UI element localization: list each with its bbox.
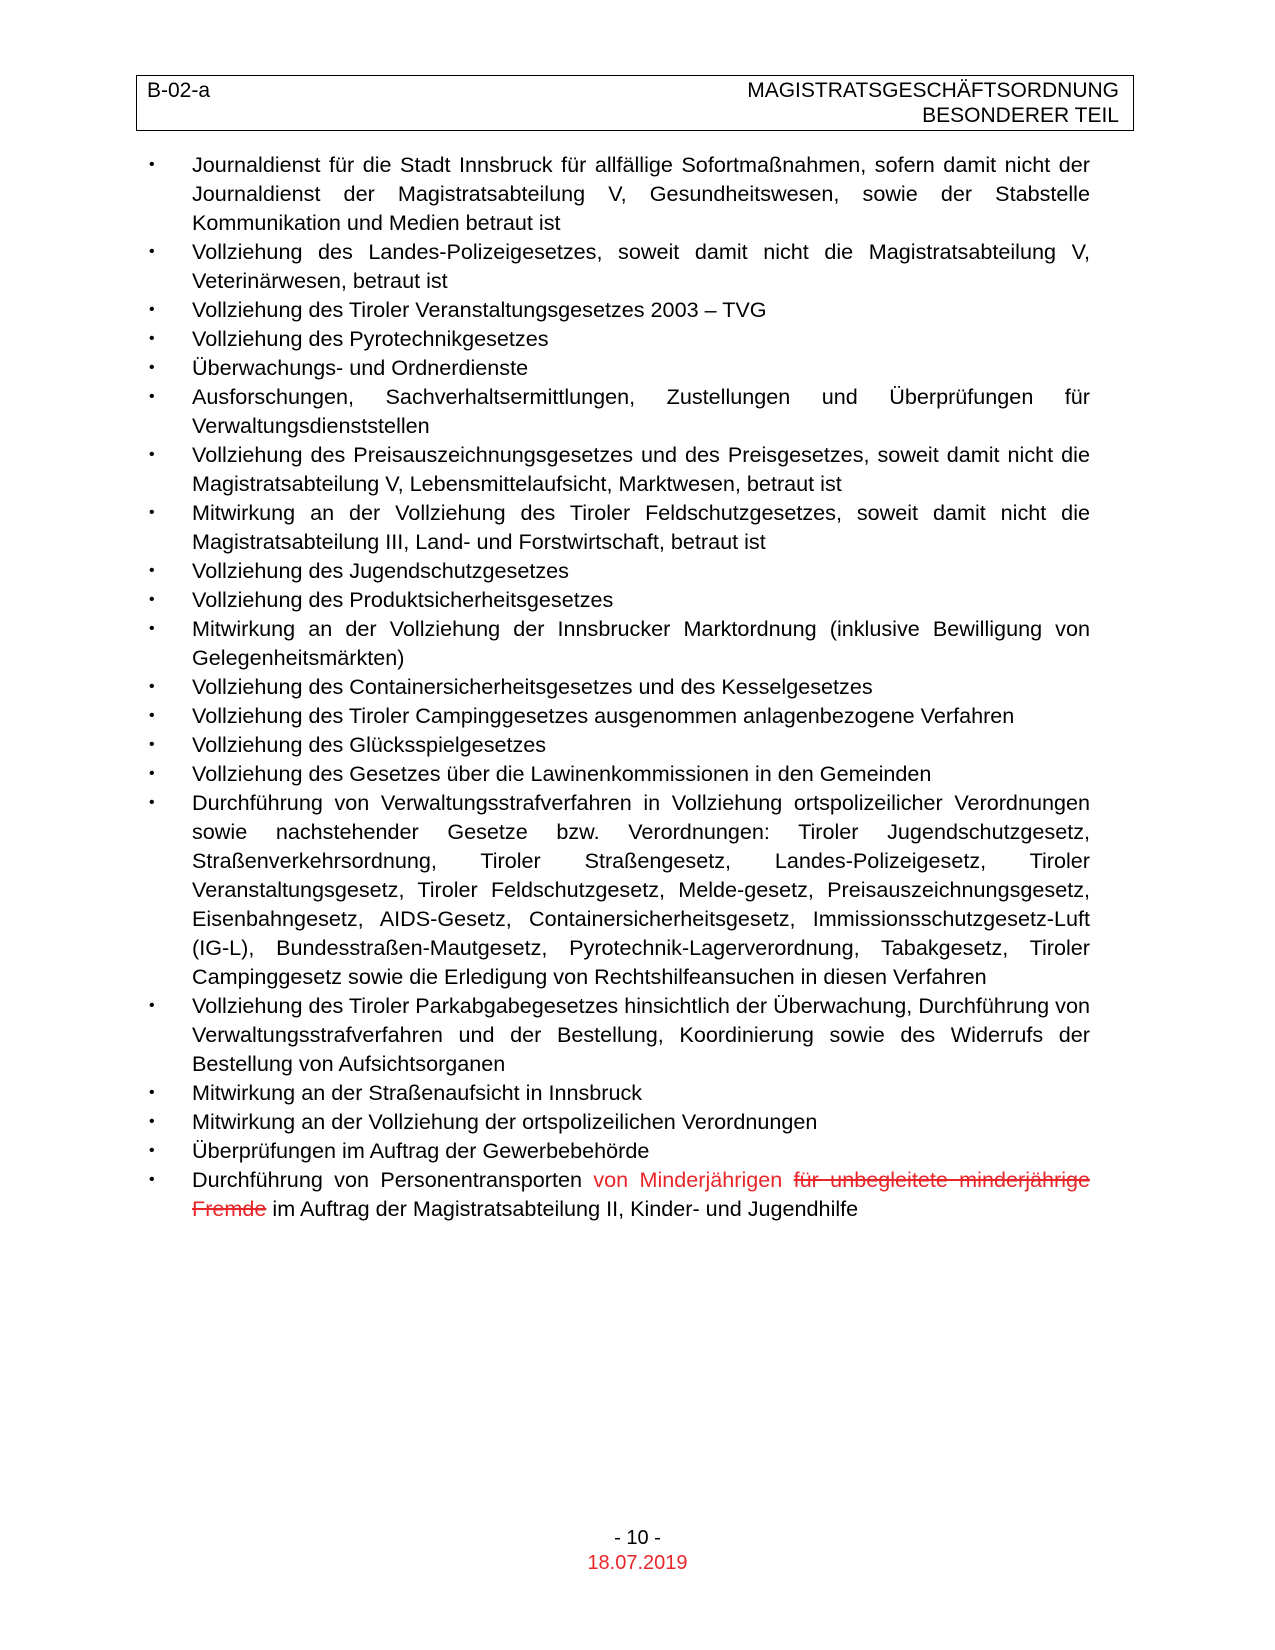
list-item-text: Ausforschungen, Sachverhaltsermittlungen, Zustellungen und Überprüfungen für Verwaltungsdienststellen (192, 384, 1090, 438)
list-item-text: Vollziehung des Tiroler Veranstaltungsgesetzes 2003 – TVG (192, 297, 767, 322)
list-item-text: Durchführung von Verwaltungsstrafverfahren in Vollziehung ortspolizeilicher Verordnungen sowie nachstehender Gesetze bzw. Verordnungen: Tiroler Jugendschutzgesetz, Straßenverkehrsordnung, Tiroler Straßengesetz, Landes-Polizeigesetz, Tiroler Veranstaltungsgesetz, Tiroler Feldschutzgesetz, Melde-gesetz, Preisauszeichnungsgesetz, Eisenbahngesetz, AIDS-Gesetz, Containersicherheitsgesetz, Immissionsschutzgesetz-Luft (IG-L), Bundesstraßen-Mautgesetz, Pyrotechnik-Lagerverordnung, Tabakgesetz, Tiroler Campinggesetz sowie die Erledigung von Rechtshilfeansuchen in diesen Verfahren (192, 790, 1090, 989)
list-item (145, 672, 1090, 701)
list-item (145, 730, 1090, 759)
bullet-icon: • (149, 504, 155, 521)
bullet-icon: • (149, 359, 155, 376)
list-item-text: Vollziehung des Preisauszeichnungsgesetzes und des Preisgesetzes, soweit damit nicht die Magistratsabteilung V, Lebensmittelaufsicht, Marktwesen, betraut ist (192, 442, 1090, 496)
list-item-text: Vollziehung des Containersicherheitsgesetzes und des Kesselgesetzes (192, 674, 873, 699)
list-item-text: Vollziehung des Jugendschutzgesetzes (192, 558, 569, 583)
document-code: B-02-a (147, 79, 211, 102)
list-item (145, 759, 1090, 788)
revised-text-after: im Auftrag der Magistratsabteilung II, Kinder- und Jugendhilfe (266, 1196, 859, 1221)
document-body (145, 150, 1090, 1223)
task-list (145, 150, 1090, 1223)
bullet-icon: • (149, 1084, 155, 1101)
revised-text-before: Durchführung von Personentransporten (192, 1167, 594, 1192)
list-item-text: Mitwirkung an der Vollziehung der ortspolizeilichen Verordnungen (192, 1109, 818, 1134)
document-title-line1: MAGISTRATSGESCHÄFTSORDNUNG (747, 79, 1119, 102)
list-item (145, 1107, 1090, 1136)
bullet-icon: • (149, 1171, 155, 1188)
revision-space (782, 1167, 793, 1192)
list-item (145, 440, 1090, 498)
list-item (145, 150, 1090, 237)
document-title (747, 78, 1119, 128)
deleted-text: für unbegleitete minderjährige Fremde (192, 1167, 1091, 1221)
list-item-text: Überwachungs- und Ordnerdienste (192, 355, 529, 380)
bullet-icon: • (149, 301, 155, 318)
bullet-icon: • (149, 591, 155, 608)
list-item (145, 788, 1090, 991)
bullet-icon: • (149, 765, 155, 782)
list-item (145, 295, 1090, 324)
bullet-icon: • (149, 620, 155, 637)
document-title-line2: BESONDERER TEIL (922, 104, 1119, 127)
bullet-icon: • (149, 1142, 155, 1159)
list-item-text: Vollziehung des Tiroler Campinggesetzes ausgenommen anlagenbezogene Verfahren (192, 703, 1015, 728)
list-item-text: Vollziehung des Landes-Polizeigesetzes, soweit damit nicht die Magistratsabteilung V, Veterinärwesen, betraut ist (192, 239, 1090, 293)
list-item (145, 1136, 1090, 1165)
list-item-revised (145, 1165, 1090, 1223)
list-item (145, 353, 1090, 382)
list-item (145, 991, 1090, 1078)
list-item-text: Mitwirkung an der Straßenaufsicht in Innsbruck (192, 1080, 643, 1105)
list-item-text: Mitwirkung an der Vollziehung des Tiroler Feldschutzgesetzes, soweit damit nicht die Magistratsabteilung III, Land- und Forstwirtschaft, betraut ist (192, 500, 1090, 554)
bullet-icon: • (149, 446, 155, 463)
list-item-text: Vollziehung des Gesetzes über die Lawinenkommissionen in den Gemeinden (192, 761, 932, 786)
inserted-text: von Minderjährigen (593, 1167, 783, 1192)
bullet-icon: • (149, 562, 155, 579)
bullet-icon: • (149, 794, 155, 811)
list-item-text: Vollziehung des Glücksspielgesetzes (192, 732, 547, 757)
revision-date: 18.07.2019 (587, 1552, 688, 1574)
list-item-text: Mitwirkung an der Vollziehung der Innsbrucker Marktordnung (inklusive Bewilligung von Gelegenheitsmärkten) (192, 616, 1090, 670)
bullet-icon: • (149, 707, 155, 724)
list-item-text: Journaldienst für die Stadt Innsbruck für allfällige Sofortmaßnahmen, sofern damit nicht der Journaldienst der Magistratsabteilung V, Gesundheitswesen, sowie der Stabstelle Kommunikation und Medien betraut ist (192, 152, 1090, 235)
bullet-icon: • (149, 388, 155, 405)
bullet-icon: • (149, 736, 155, 753)
bullet-icon: • (149, 997, 155, 1014)
bullet-icon: • (149, 330, 155, 347)
list-item-text: Vollziehung des Pyrotechnikgesetzes (192, 326, 549, 351)
list-item (145, 237, 1090, 295)
bullet-icon: • (149, 156, 155, 173)
list-item (145, 324, 1090, 353)
list-item (145, 585, 1090, 614)
bullet-icon: • (149, 1113, 155, 1130)
bullet-icon: • (149, 678, 155, 695)
list-item-text: Vollziehung des Tiroler Parkabgabegesetzes hinsichtlich der Überwachung, Durchführung von Verwaltungsstrafverfahren und der Bestellung, Koordinierung sowie des Widerrufs der Bestellung von Aufsichtsorganen (192, 993, 1090, 1076)
list-item-text: Vollziehung des Produktsicherheitsgesetzes (192, 587, 614, 612)
page-header (136, 75, 1134, 131)
bullet-icon: • (149, 243, 155, 260)
list-item-text: Überprüfungen im Auftrag der Gewerbebehörde (192, 1138, 650, 1163)
list-item (145, 556, 1090, 585)
list-item (145, 701, 1090, 730)
page-number: - 10 - (614, 1527, 661, 1549)
list-item (145, 1078, 1090, 1107)
list-item (145, 382, 1090, 440)
list-item (145, 498, 1090, 556)
list-item (145, 614, 1090, 672)
